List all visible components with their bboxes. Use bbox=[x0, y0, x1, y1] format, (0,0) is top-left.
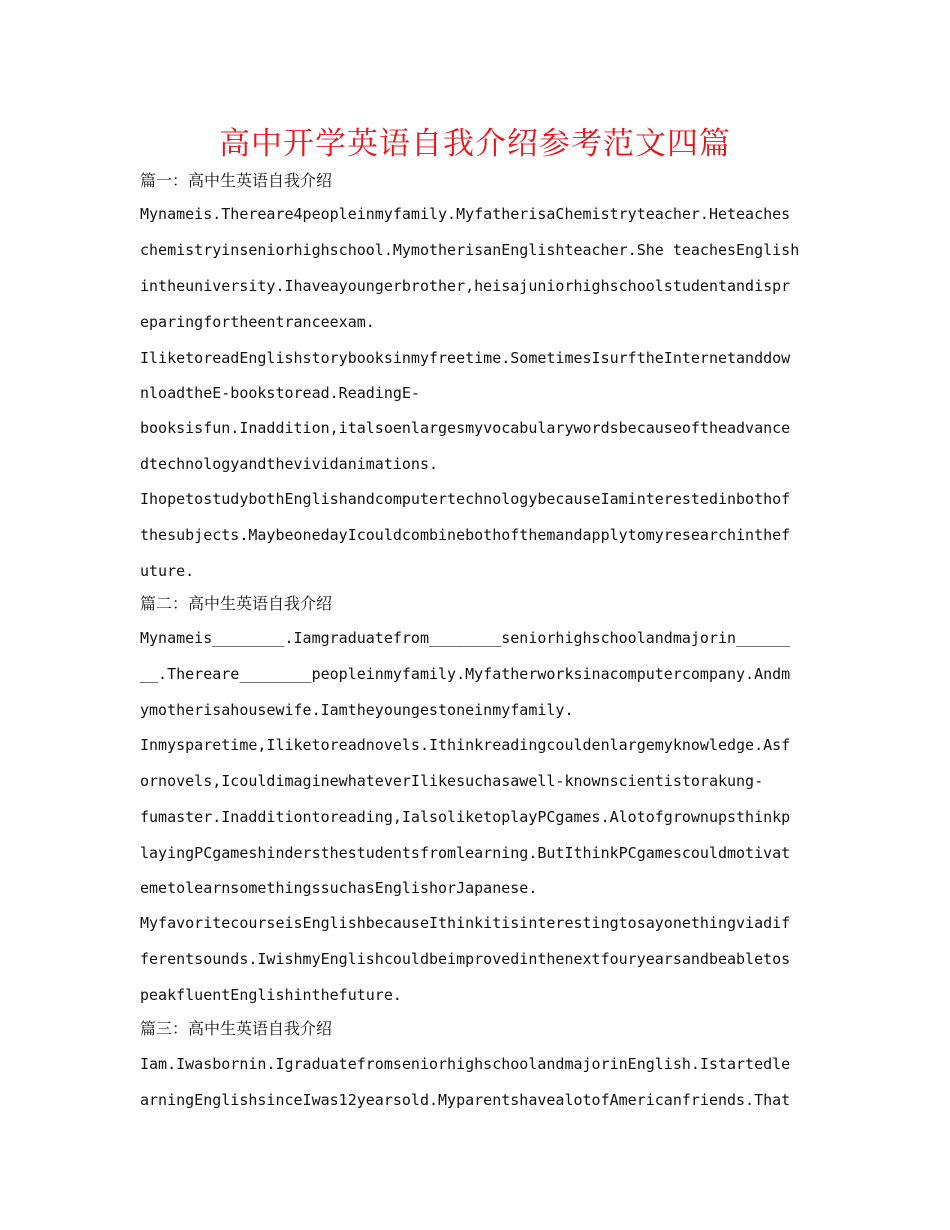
paragraph-line: emetolearnsomethingssuchasEnglishorJapanese. bbox=[140, 879, 538, 897]
paragraph-line: thesubjects.MaybeonedayIcouldcombinebothofthemandapplytomyresearchinthef bbox=[140, 526, 791, 544]
paragraph-line: peakfluentEnglishinthefuture. bbox=[140, 986, 402, 1004]
paragraph-line: chemistryinseniorhighschool.MymotherisanEnglishteacher.She teachesEnglish bbox=[140, 241, 800, 259]
paragraph-line: Mynameis________.Iamgraduatefrom________seniorhighschoolandmajorin______ bbox=[140, 629, 791, 647]
paragraph-line: uture. bbox=[140, 562, 195, 580]
paragraph-line: IhopetostudybothEnglishandcomputertechnologybecauseIaminterestedinbothof bbox=[140, 490, 791, 508]
paragraph-line: ferentsounds.IwishmyEnglishcouldbeimprovedinthenextfouryearsandbeabletos bbox=[140, 950, 791, 968]
paragraph-line: Iam.Iwasbornin.IgraduatefromseniorhighschoolandmajorinEnglish.Istartedle bbox=[140, 1055, 791, 1073]
paragraph-line: IliketoreadEnglishstorybooksinmyfreetime.SometimesIsurftheInternetanddow bbox=[140, 349, 791, 367]
paragraph-line: Inmysparetime,Iliketoreadnovels.Ithinkreadingcouldenlargemyknowledge.Asf bbox=[140, 736, 791, 754]
paragraph-line: eparingfortheentranceexam. bbox=[140, 313, 375, 331]
paragraph-line: intheuniversity.Ihaveayoungerbrother,heisajuniorhighschoolstudentandispr bbox=[140, 277, 791, 295]
paragraph-line: fumaster.Inadditiontoreading,IalsoliketoplayPCgames.Alotofgrownupsthinkp bbox=[140, 808, 791, 826]
paragraph-line: ornovels,IcouldimaginewhateverIlikesuchasawell-knownscientistorakung- bbox=[140, 772, 764, 790]
paragraph-line: layingPCgameshindersthestudentsfromlearning.ButIthinkPCgamescouldmotivat bbox=[140, 844, 791, 862]
section-heading: 篇二：高中生英语自我介绍 bbox=[140, 594, 333, 613]
paragraph-line: MyfavoritecourseisEnglishbecauseIthinkitisinterestingtosayonethingviadif bbox=[140, 914, 791, 932]
section-heading: 篇三：高中生英语自我介绍 bbox=[140, 1019, 333, 1038]
paragraph-line: ymotherisahousewife.Iamtheyoungestoneinmyfamily. bbox=[140, 701, 574, 719]
paragraph-line: dtechnologyandthevividanimations. bbox=[140, 455, 439, 473]
paragraph-line: __.Thereare________peopleinmyfamily.Myfatherworksinacomputercompany.Andm bbox=[140, 665, 791, 683]
paragraph-line: booksisfun.Inaddition,italsoenlargesmyvocabularywordsbecauseoftheadvance bbox=[140, 419, 791, 437]
paragraph-line: Mynameis.Thereare4peopleinmyfamily.MyfatherisaChemistryteacher.Heteaches bbox=[140, 205, 791, 223]
section-heading: 篇一：高中生英语自我介绍 bbox=[140, 171, 333, 190]
document-title: 高中开学英语自我介绍参考范文四篇 bbox=[219, 126, 731, 162]
paragraph-line: arningEnglishsinceIwas12yearsold.MyparentshavealotofAmericanfriends.That bbox=[140, 1091, 791, 1109]
paragraph-line: nloadtheE-bookstoread.ReadingE- bbox=[140, 384, 420, 402]
